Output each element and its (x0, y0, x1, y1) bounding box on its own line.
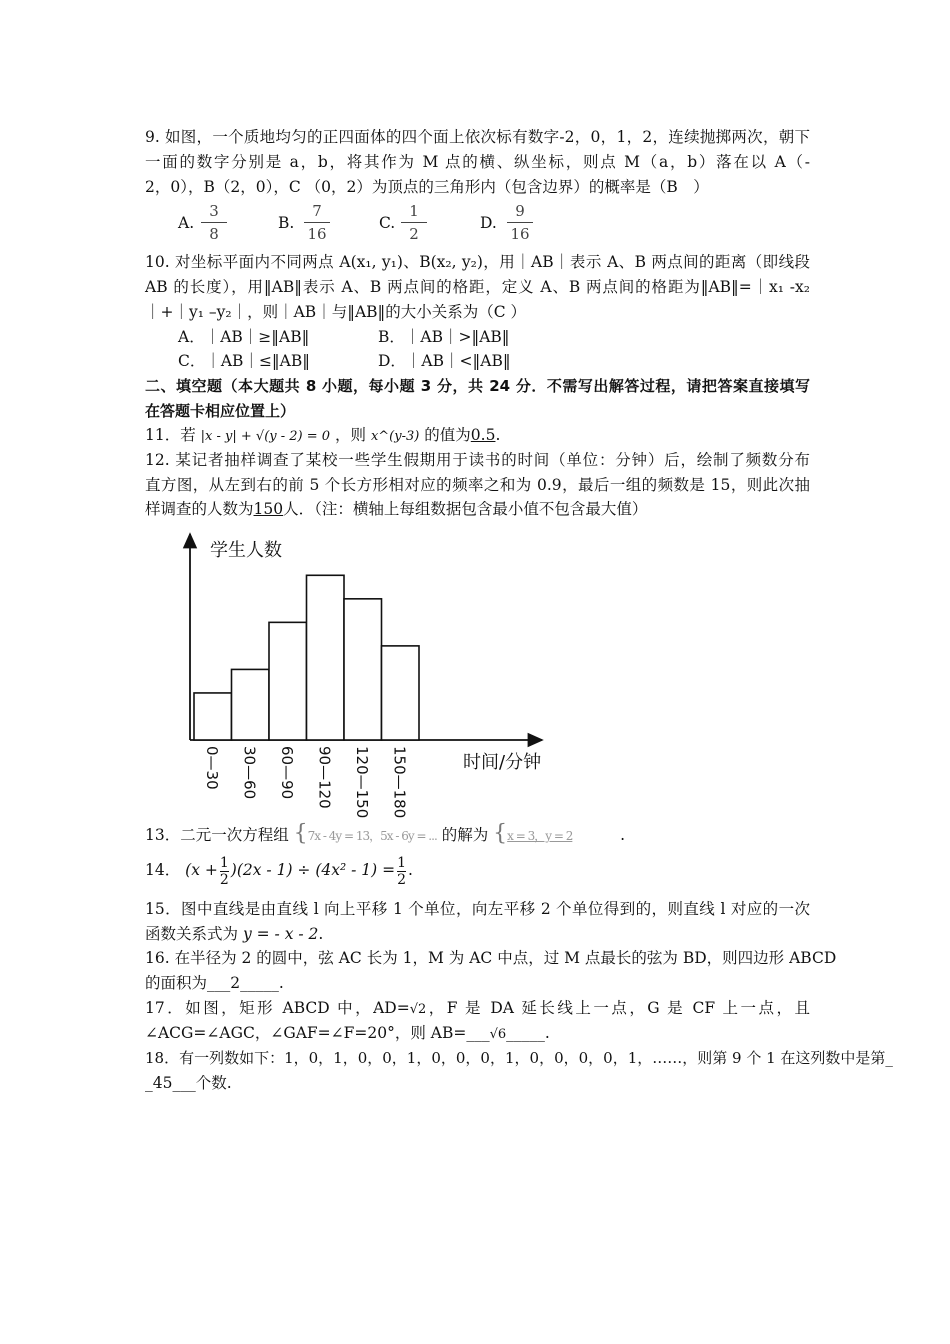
q12-line-2: 直方图，从左到右的前 5 个长方形相对应的频率之和为 0.9，最后一组的频数是 15，则此次抽 (145, 476, 810, 494)
histogram-tick-label-3: 60—90 (278, 746, 296, 800)
histogram-bar-1 (194, 693, 232, 740)
q9-option-c-label: C. (379, 214, 396, 232)
q9-option-a-den: 8 (209, 225, 219, 243)
q10-option-b: B．｜AB｜>‖AB‖ (378, 328, 510, 346)
q9-option-d-label: D. (480, 214, 497, 232)
q9-option-c-num: 1 (409, 202, 419, 220)
q11-answer: 0.5 (470, 426, 496, 444)
q9-option-d-fraction (507, 201, 533, 244)
histogram-bar-5 (344, 599, 382, 740)
q13-middle: 的解为 (441, 826, 489, 844)
q17-line-2-a: ∠ACG=∠AGC，∠GAF=∠F=20°，则 AB=___ (145, 1024, 490, 1042)
q11-line (145, 423, 500, 449)
q14-prefix: 14． (145, 861, 181, 879)
histogram-tick-label-2: 30—60 (240, 746, 259, 800)
q12-line-1: 12. 某记者抽样调查了某校一些学生假期用于读书的时间（单位：分钟）后，绘制了频数分布 (145, 451, 810, 469)
q9-option-d-den: 16 (510, 225, 530, 243)
q9-option-b-fraction (304, 201, 330, 244)
q14-half-den: 2 (219, 871, 229, 888)
q15-line-1: 15．图中直线是由直线 l 向上平移 1 个单位，向左平移 2 个单位得到的，则直线 l 对应的一次 (145, 900, 810, 918)
q12-line-3-prefix: 样调查的人数为 (145, 500, 254, 518)
q15-line-2 (145, 922, 323, 946)
q15-line-2-prefix: 函数关系式为 (145, 925, 239, 943)
q12-line-3 (145, 497, 647, 521)
q13-system: 7x - 4y = 13，5x - 6y = ... (307, 829, 437, 843)
q9-line-1: 9. 如图，一个质地均匀的正四面体的四个面上依次标有数字-2，0，1，2，连续抛掷两次，朝下 (145, 128, 810, 146)
q11-middle: ，则 (335, 426, 367, 444)
q11-end: . (495, 426, 501, 444)
q13-end: . (620, 826, 626, 844)
q14-expr-left: (x + (185, 861, 218, 879)
q13-line: 13．二元一次方程组 {7x - 4y = 13，5x - 6y = ... 的解为 {x = 3，y = 2 . (145, 821, 626, 846)
q9-option-c-fraction (401, 201, 427, 244)
q14-half-fraction (220, 855, 229, 888)
q9-option-c-den: 2 (409, 225, 419, 243)
q10-option-a: A．｜AB｜≥‖AB‖ (178, 328, 310, 346)
q17-line-2 (145, 1021, 550, 1047)
q15-answer: y = - x - 2 (242, 925, 319, 943)
q9-line-3: 2，0），B（2，0），C （0，2）为顶点的三角形内（包含边界）的概率是（B ） (145, 178, 709, 196)
q14-answer-fraction (397, 855, 406, 888)
section-2-heading-line-2: 在答题卡相应位置上） (145, 402, 296, 420)
q9-option-a-label: A. (178, 214, 195, 232)
q16-line-2-suffix: _____. (240, 974, 284, 992)
histogram-bar-2 (232, 669, 270, 740)
q16-line-2 (145, 971, 284, 995)
q17-line-1 (145, 996, 810, 1022)
q9-option-a-fraction (201, 201, 227, 244)
q10-line-2: AB 的长度），用‖AB‖表示 A、B 两点间的格距，定义 A、B 两点间的格距为‖AB‖=｜x₁ -x₂ (145, 278, 810, 296)
q11-power: x^(y-3) (370, 429, 420, 444)
q10-line-1: 10. 对坐标平面内不同两点 A(x₁, y₁)、B(x₂, y₂)，用｜AB｜表示 A、B 两点间的距离（即线段 (145, 253, 810, 271)
q16-line-2-prefix: 的面积为___ (145, 974, 231, 992)
histogram-tick-label-4: 90—120 (315, 746, 334, 809)
q16-answer: 2 (230, 974, 241, 992)
q14-line (145, 850, 413, 890)
q10-line-3: ｜+｜y₁ –y₂｜，则｜AB｜与‖AB‖的大小关系为（C ） (145, 303, 527, 321)
q17-line-2-b: _____. (506, 1024, 550, 1042)
q16-line-1: 16. 在半径为 2 的圆中，弦 AC 长为 1，M 为 AC 中点，过 M 点最长的弦为 BD，则四边形 ABCD (145, 949, 837, 967)
q14-half-num: 1 (219, 854, 229, 871)
q11-expression: |x - y| + √(y - 2) = 0 (200, 429, 331, 444)
q9-line-2: 一面的数字分别是 a，b，将其作为 M 点的横、纵坐标，则点 M（a，b）落在以 A（- (145, 153, 810, 171)
histogram-bar-6 (382, 646, 420, 740)
q9-option-b-den: 16 (307, 225, 327, 243)
q14-end: . (408, 861, 413, 879)
q11-suffix: 的值为 (424, 426, 471, 444)
q13-prefix: 13．二元一次方程组 (145, 826, 289, 844)
q11-prefix: 11．若 (145, 426, 196, 444)
q14-answer-num: 1 (397, 854, 407, 871)
q18-line-1: 18．有一列数如下：1，0，1，0，0，1，0，0，0，1，0，0，0，0，1，……，则第 9 个 1 在这列数中是第_ (145, 1049, 893, 1067)
q12-answer: 150 (253, 500, 284, 518)
q9-option-b-num: 7 (312, 202, 322, 220)
q17-answer: √6 (489, 1027, 507, 1042)
q12-line-3-suffix: 人．（注：横轴上每组数据包含最小值不包含最大值） (283, 500, 648, 518)
q18-line-2-suffix: ___个数. (172, 1074, 232, 1092)
q9-option-b-label: B. (278, 214, 295, 232)
section-2-heading-line-1: 二、填空题（本大题共 8 小题，每小题 3 分，共 24 分．不需写出解答过程，请把答案直接填写 (145, 377, 810, 395)
q9-option-a-num: 3 (209, 202, 219, 220)
histogram-chart (170, 528, 570, 820)
histogram-tick-label-5: 120—150 (353, 746, 371, 819)
histogram-tick-label-6: 150—180 (390, 746, 409, 819)
q15-end: . (318, 925, 324, 943)
q17-sqrt-2: √2 (409, 1002, 427, 1017)
q18-line-2 (145, 1071, 232, 1095)
q17-line-1-a: 17．如图，矩形 ABCD 中，AD= (145, 999, 410, 1017)
histogram-bar-3 (269, 622, 307, 740)
y-axis-label: 学生人数 (210, 540, 282, 561)
q10-option-c: C．｜AB｜≤‖AB‖ (178, 352, 311, 370)
histogram-bar-4 (307, 575, 345, 740)
q17-line-1-b: ，F 是 DA 延长线上一点，G 是 CF 上一点，且 (426, 999, 810, 1017)
q9-option-d-num: 9 (515, 202, 525, 220)
q14-expr-right: )(2x - 1) ÷ (4x² - 1) = (230, 861, 396, 879)
q18-answer: 45 (152, 1074, 173, 1092)
q10-option-d: D．｜AB｜<‖AB‖ (378, 352, 511, 370)
histogram-tick-label-1: 0—30 (203, 746, 221, 790)
q18-line-2-prefix: _ (145, 1074, 153, 1092)
q13-solution: x = 3，y = 2 (507, 829, 573, 843)
x-axis-label: 时间/分钟 (463, 752, 542, 773)
q14-answer-den: 2 (397, 871, 407, 888)
